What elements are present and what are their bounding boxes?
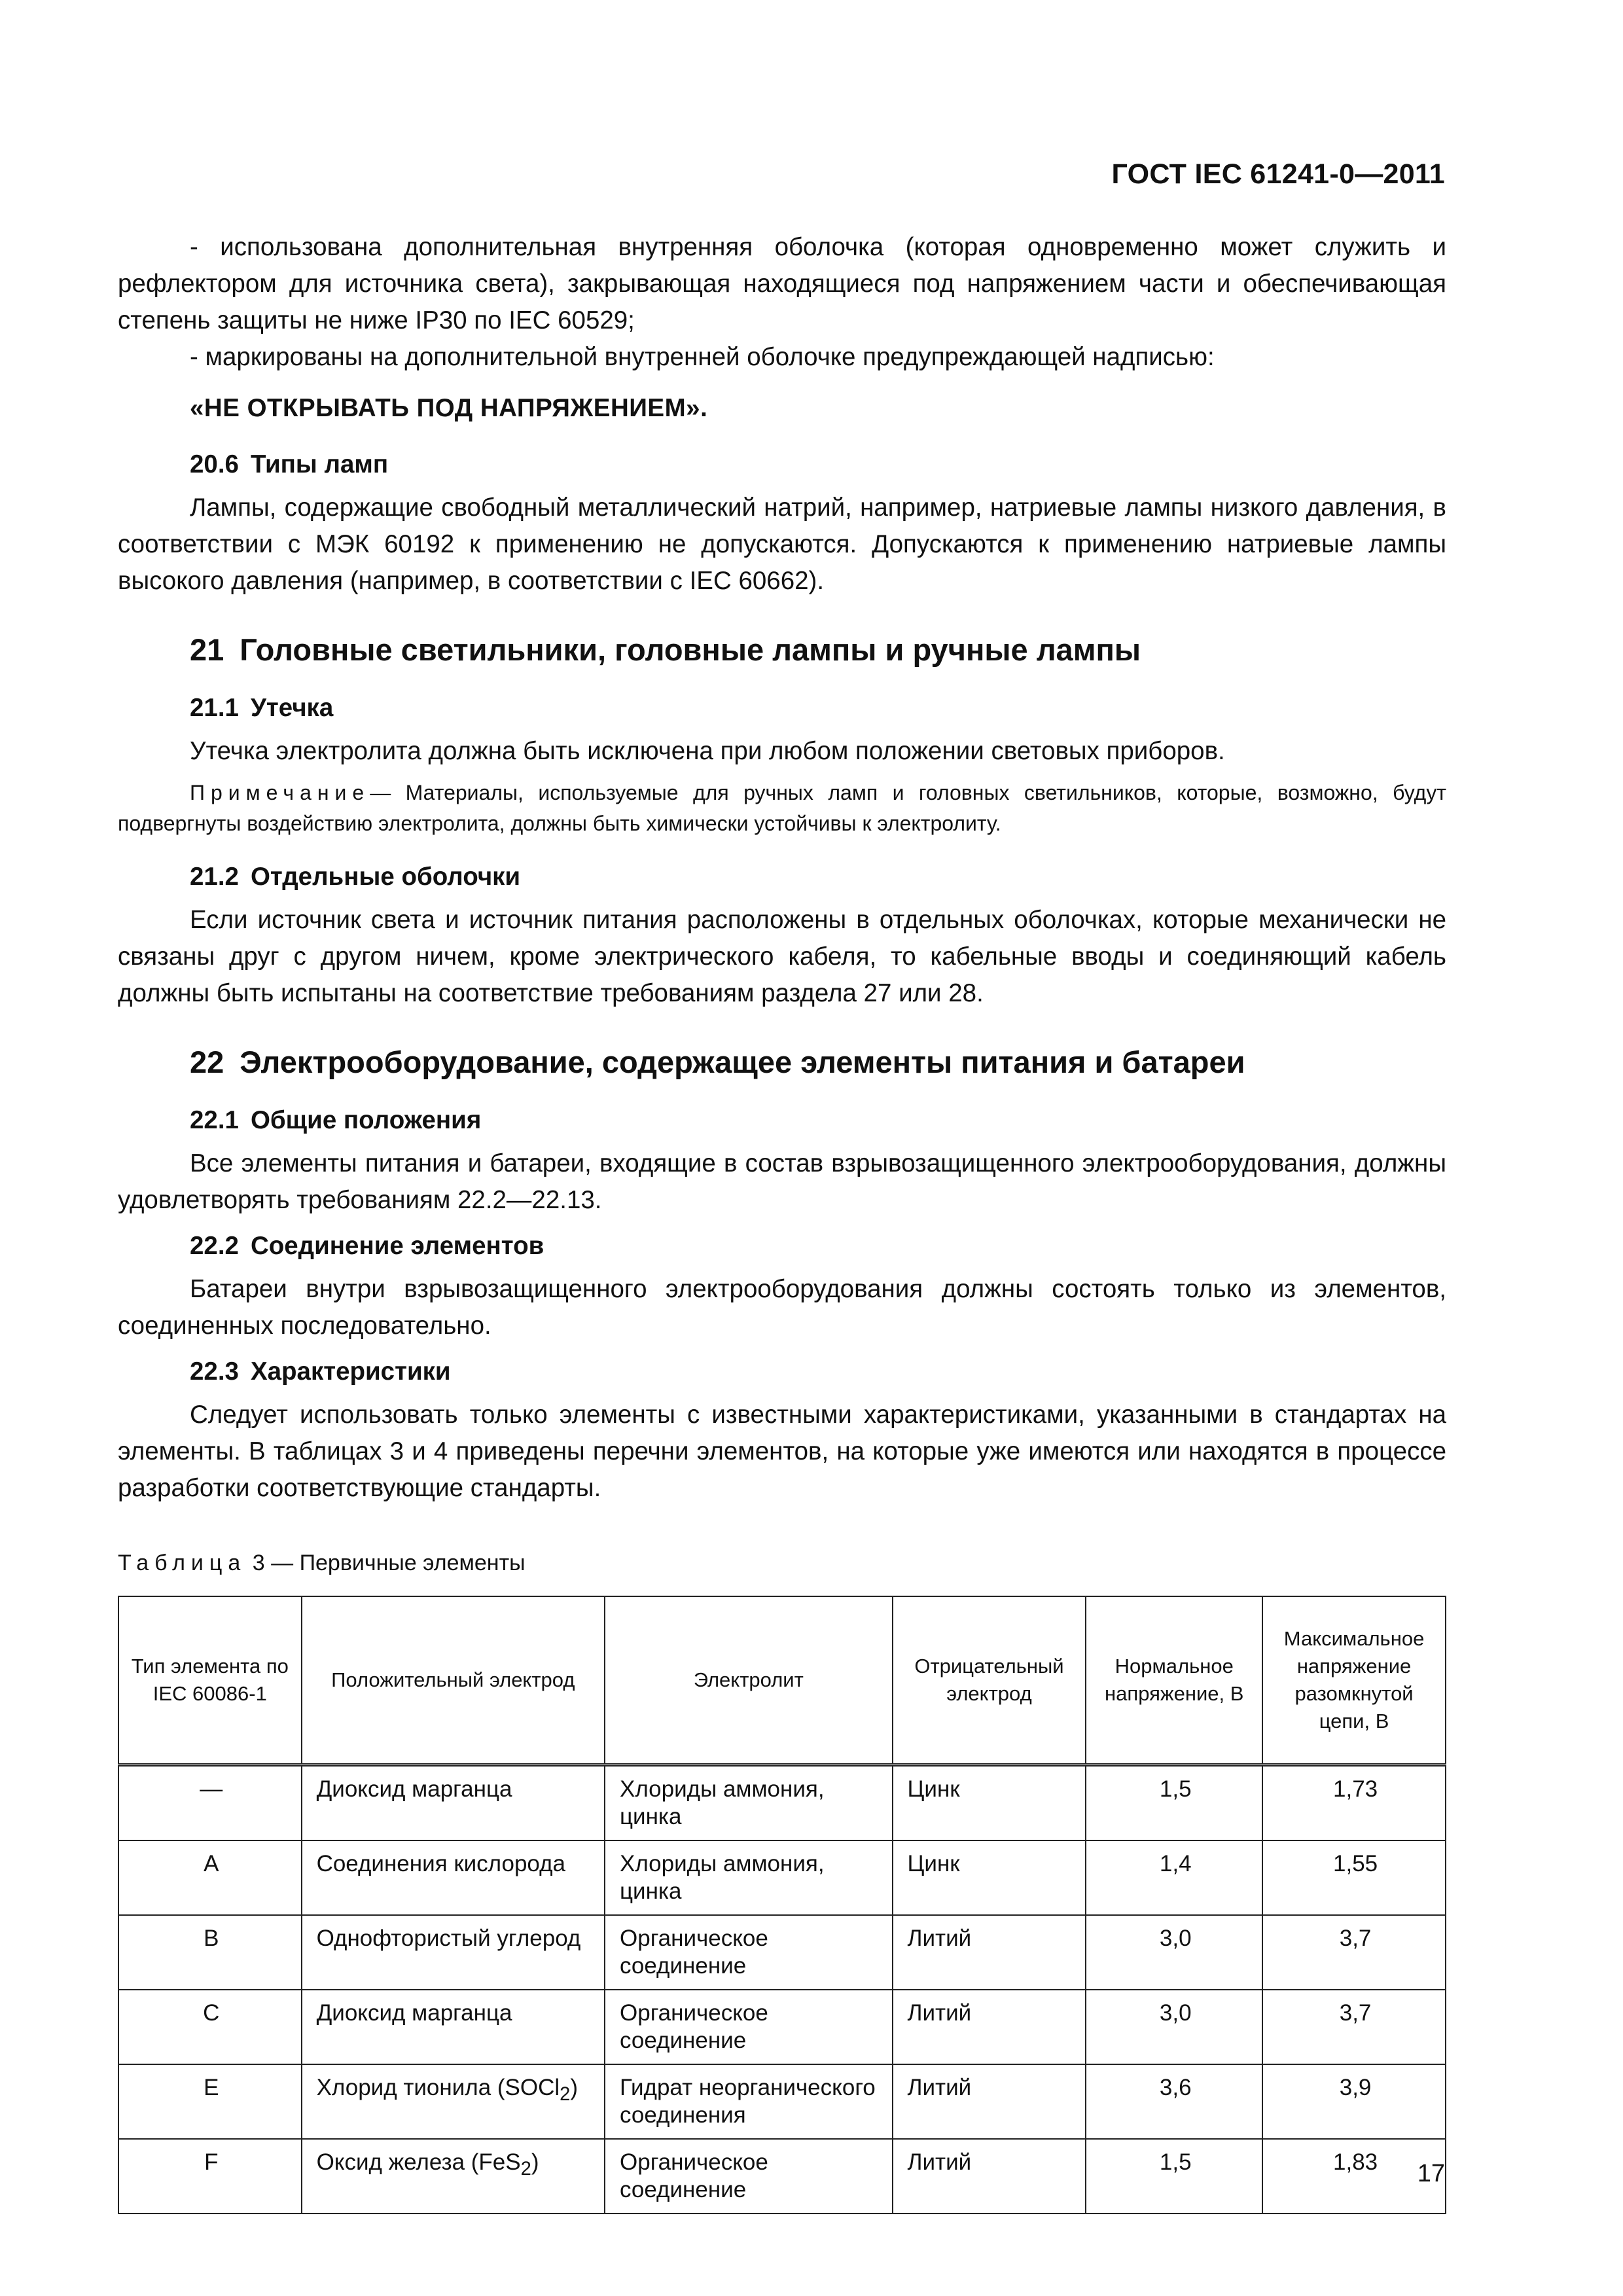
section-title: Соединение элементов	[250, 1232, 544, 1260]
column-header: Нормальное напряжение, В	[1086, 1596, 1262, 1765]
table-cell: A	[118, 1840, 302, 1915]
table-cell: F	[118, 2139, 302, 2214]
section-number: 21.2	[190, 863, 239, 891]
table-row	[118, 1915, 1446, 1990]
table-row	[118, 1840, 1446, 1915]
table-cell: Литий	[893, 2064, 1086, 2139]
section-title: Отдельные оболочки	[250, 863, 521, 891]
table-cell: Литий	[893, 1915, 1086, 1990]
section-number: 22.3	[190, 1357, 239, 1386]
table-cell: Литий	[893, 1990, 1086, 2064]
section-title: Характеристики	[250, 1357, 451, 1386]
table-cell: E	[118, 2064, 302, 2139]
table-row	[118, 2064, 1446, 2139]
section-21-1-text: Утечка электролита должна быть исключена при любом положении световых приборов.	[190, 737, 1225, 765]
section-title: Утечка	[250, 694, 334, 722]
warning-text: «НЕ ОТКРЫВАТЬ ПОД НАПРЯЖЕНИЕМ».	[190, 394, 708, 422]
table-caption	[118, 1545, 1446, 1581]
table-cell: Органическое соединение	[605, 1915, 893, 1990]
note	[118, 778, 1446, 839]
section-number: 21	[190, 632, 224, 667]
table-cell: 1,83	[1262, 2139, 1446, 2214]
intro-paragraph-1: - использована дополнительная внутренняя оболочка (которая одновременно может служить и рефлектором для источника света), закрывающая находящиеся под напряжением части и обеспечивающая степень защиты не ниже IP30 по IEC 60529;	[118, 233, 1446, 334]
table-cell: 3,9	[1262, 2064, 1446, 2139]
column-header: Электролит	[605, 1596, 893, 1765]
section-21-2-text: Если источник света и источник питания расположены в отдельных оболочках, которые механически не связаны друг с другом ничем, кроме электрического кабеля, то кабельные вводы и соединяющий кабель должны быть испытаны на соответствие требованиям раздела 27 или 28.	[118, 906, 1446, 1007]
section-22-2-text: Батареи внутри взрывозащищенного электрооборудования должны состоять только из элементов, соединенных последовательно.	[118, 1275, 1446, 1340]
table-cell: Соединения кислорода	[302, 1840, 605, 1915]
section-heading-21-2	[190, 859, 1446, 895]
section-heading-21	[190, 630, 1446, 670]
table-cell: Однофтористый углерод	[302, 1915, 605, 1990]
table-cell: 3,0	[1086, 1990, 1262, 2064]
section-number: 20.6	[190, 450, 239, 478]
table-label: Таблица	[118, 1551, 247, 1575]
section-22-1-text: Все элементы питания и батареи, входящие в состав взрывозащищенного электрооборудования, должны удовлетворять требованиям 22.2—22.13.	[118, 1149, 1446, 1214]
table-cell: C	[118, 1990, 302, 2064]
section-heading-22	[190, 1042, 1446, 1083]
section-heading-22-1	[190, 1102, 1446, 1139]
intro-paragraph-2: - маркированы на дополнительной внутренней оболочке предупреждающей надписью:	[190, 343, 1215, 371]
table-row	[118, 1765, 1446, 1841]
section-number: 21.1	[190, 694, 239, 722]
section-number: 22.2	[190, 1232, 239, 1260]
table-cell: Литий	[893, 2139, 1086, 2214]
table-cell: Цинк	[893, 1765, 1086, 1841]
column-header: Положительный электрод	[302, 1596, 605, 1765]
table-cell: 3,0	[1086, 1915, 1262, 1990]
table-header-row	[118, 1596, 1446, 1765]
column-header: Максимальное напряжение разомкнутой цепи, В	[1262, 1596, 1446, 1765]
section-title: Общие положения	[250, 1106, 482, 1134]
section-title: Типы ламп	[250, 450, 389, 478]
table-cell: 3,6	[1086, 2064, 1262, 2139]
table-cell: 1,55	[1262, 1840, 1446, 1915]
section-number: 22.1	[190, 1106, 239, 1134]
table-cell: Хлориды аммония, цинка	[605, 1840, 893, 1915]
table-cell: Цинк	[893, 1840, 1086, 1915]
note-label: Примечание	[190, 781, 370, 804]
table-title: 3 — Первичные элементы	[252, 1551, 526, 1575]
note-text: — Материалы, используемые для ручных ламп и головных светильников, которые, возможно, будут подвергнуты воздействию электролита, должны быть химически устойчивы к электролиту.	[118, 781, 1446, 835]
table-row	[118, 2139, 1446, 2214]
table-cell: Хлорид тионила (SOCl$_2$)	[302, 2064, 605, 2139]
section-heading-22-2	[190, 1228, 1446, 1265]
page-content	[118, 229, 1446, 2214]
page-number: 17	[1417, 2160, 1445, 2187]
table-cell: Оксид железа (FeS$_2$)	[302, 2139, 605, 2214]
table-cell: 1,5	[1086, 2139, 1262, 2214]
document-id: ГОСТ IEC 61241-0—2011	[1111, 158, 1445, 190]
table-cell: 1,4	[1086, 1840, 1262, 1915]
table-cell: 3,7	[1262, 1990, 1446, 2064]
table-cell: 3,7	[1262, 1915, 1446, 1990]
table-cell: Хлориды аммония, цинка	[605, 1765, 893, 1841]
table-cell: Гидрат неорганического соединения	[605, 2064, 893, 2139]
column-header: Тип элемента по IEC 60086-1	[118, 1596, 302, 1765]
table-cell: 1,73	[1262, 1765, 1446, 1841]
column-header: Отрицательный электрод	[893, 1596, 1086, 1765]
section-20-6-text: Лампы, содержащие свободный металлический натрий, например, натриевые лампы низкого давления, в соответствии с МЭК 60192 к применению не допускаются. Допускаются к применению натриевые лампы высокого давления (например, в соответствии с IEC 60662).	[118, 493, 1446, 595]
table-cell: Органическое соединение	[605, 1990, 893, 2064]
section-title: Электрооборудование, содержащее элементы питания и батареи	[240, 1045, 1245, 1079]
section-heading-21-1	[190, 690, 1446, 726]
section-22-3-text: Следует использовать только элементы с известными характеристиками, указанными в стандартах на элементы. В таблицах 3 и 4 приведены перечни элементов, на которые уже имеются или находятся в процессе разработки соответствующие стандарты.	[118, 1401, 1446, 1502]
table-cell: B	[118, 1915, 302, 1990]
section-number: 22	[190, 1045, 224, 1079]
table-cell: —	[118, 1765, 302, 1841]
section-heading-20-6	[190, 446, 1446, 483]
section-heading-22-3	[190, 1354, 1446, 1390]
table-cell: Органическое соединение	[605, 2139, 893, 2214]
table-cell: 1,5	[1086, 1765, 1262, 1841]
table-cell: Диоксид марганца	[302, 1765, 605, 1841]
table-row	[118, 1990, 1446, 2064]
table-cell: Диоксид марганца	[302, 1990, 605, 2064]
primary-cells-table	[118, 1596, 1446, 2214]
section-title: Головные светильники, головные лампы и ручные лампы	[240, 632, 1141, 667]
